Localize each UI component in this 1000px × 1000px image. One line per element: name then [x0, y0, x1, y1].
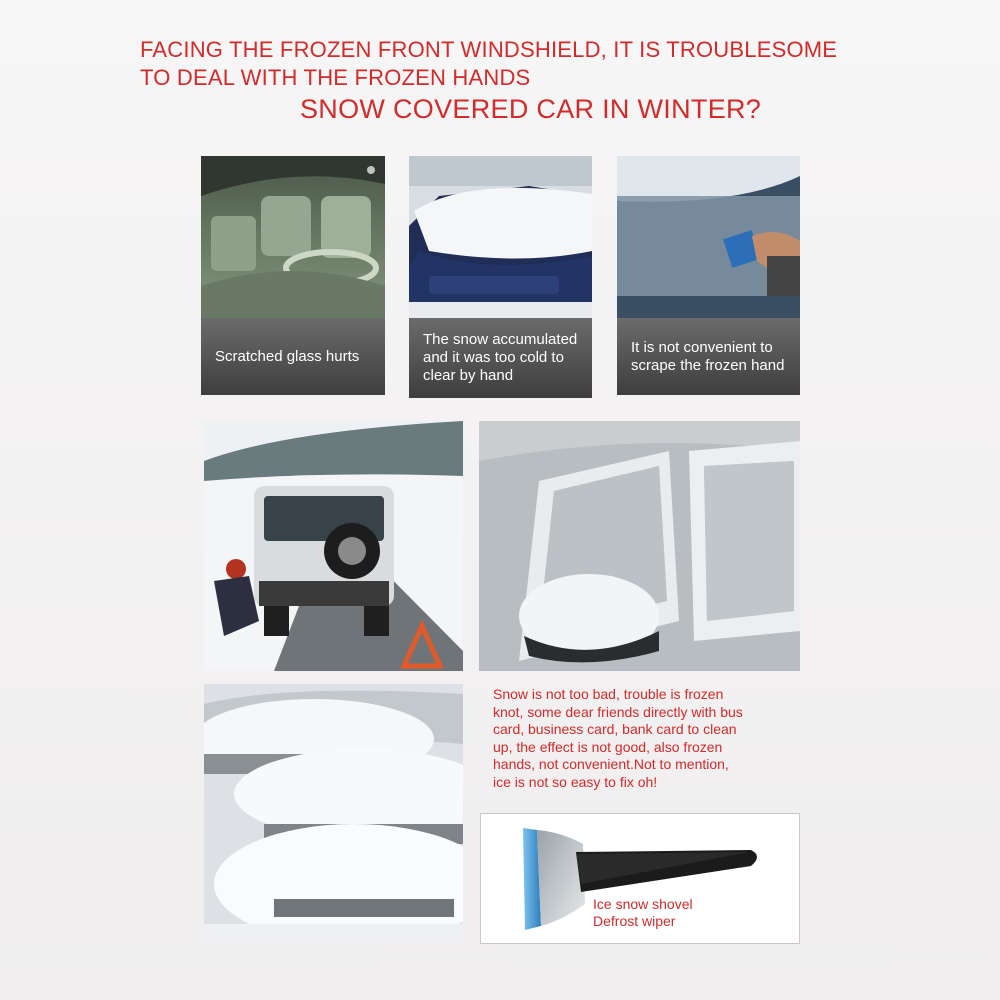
photo-frosted-side-mirror [479, 421, 800, 671]
caption-snow-accumulated: The snow accumulated and it was too cold to clear by hand [409, 318, 592, 398]
caption-scratched-glass: Scratched glass hurts [201, 318, 385, 395]
product-label-line-1: Ice snow shovel [593, 896, 693, 912]
photo-snow-on-car-hood [409, 156, 592, 318]
headline-line-1: FACING THE FROZEN FRONT WINDSHIELD, IT IS TROUBLESOME [140, 37, 838, 62]
photo-snow-covered-cars [204, 684, 463, 943]
description-text: Snow is not too bad, trouble is frozen knot, some dear friends directly with bus card, business card, bank card to clean up, the effect is not good, also frozen hands, not convenient.Not to mention, ice is not so easy to fix oh! [493, 686, 743, 790]
product-panel [480, 813, 800, 944]
product-label-line-2: Defrost wiper [593, 913, 676, 929]
headline-question: SNOW COVERED CAR IN WINTER? [300, 94, 762, 124]
photo-jeep-stuck-in-snow [204, 421, 463, 671]
headline-line-2: TO DEAL WITH THE FROZEN HANDS [140, 65, 531, 90]
photo-scraping-frozen-window [617, 156, 800, 318]
photo-frosted-windshield-interior [201, 156, 385, 318]
caption-frozen-hand: It is not convenient to scrape the frozen hand [617, 318, 800, 395]
